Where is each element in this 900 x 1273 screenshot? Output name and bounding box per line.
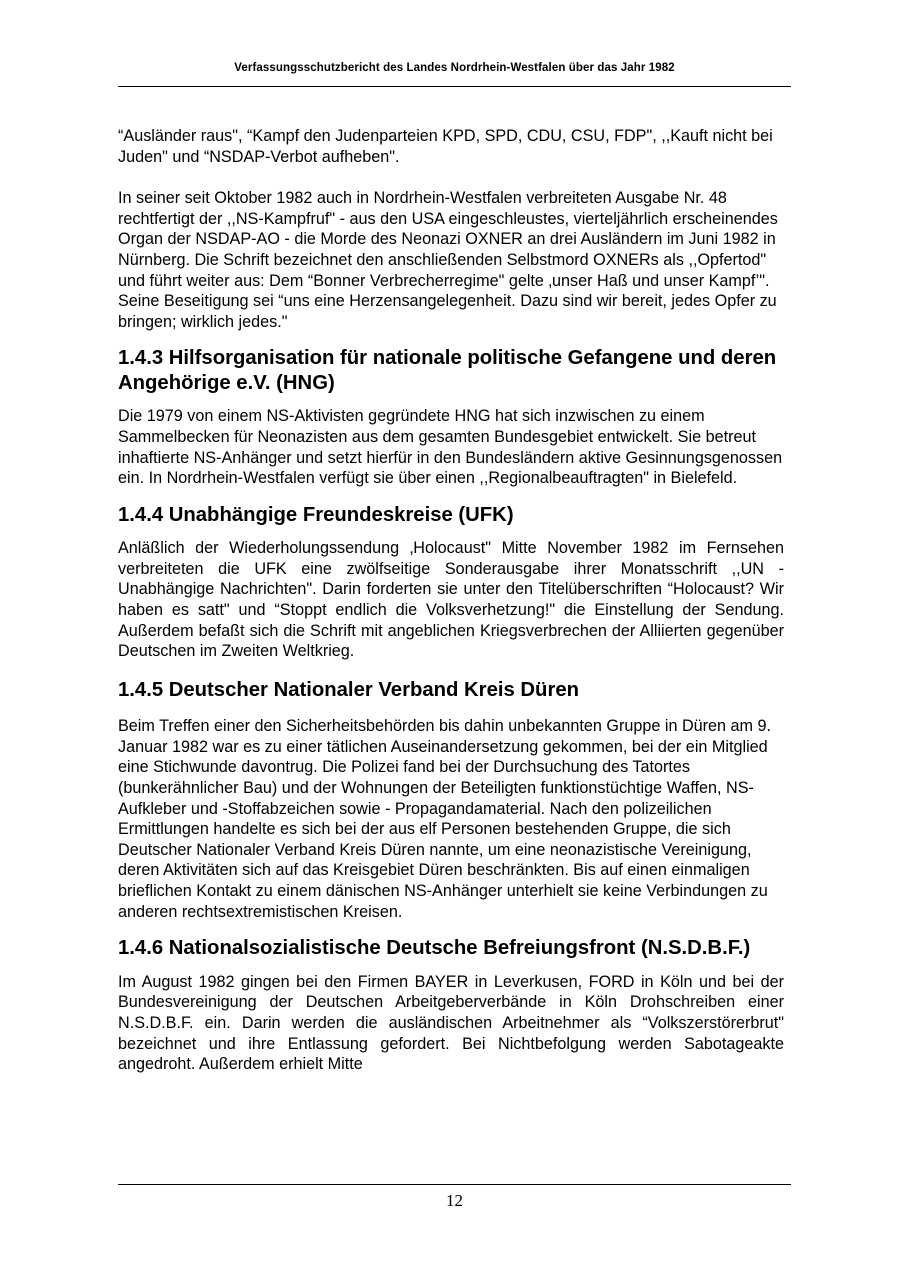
document-body	[118, 126, 784, 1075]
paragraph-dnv-dueren: Beim Treffen einer den Sicherheitsbehörden bis dahin unbekannten Gruppe in Düren am 9. Januar 1982 war es zu einer tätlichen Auseinandersetzung gekommen, bei der ein Mitglied eine Stichwunde davontrug. Die Polizei fand bei der Durchsuchung des Tatortes (bunkerähnlicher Bau) und der Wohnungen der Beteiligten funktionstüchtige Waffen, NS-Aufkleber und -Stoffabzeichen sowie - Propagandamaterial. Nach den polizeilichen Ermittlungen handelte es sich bei der aus elf Personen bestehenden Gruppe, die sich Deutscher Nationaler Verband Kreis Düren nannte, um eine neonazistische Vereinigung, deren Aktivitäten sich auf das Kreisgebiet Düren beschränkten. Bis auf einen einmaligen brieflichen Kontakt zu einem dänischen NS-Anhänger unterhielt sie keine Verbindungen zu anderen rechtsextremistischen Kreisen.	[118, 717, 772, 921]
section-heading-1-4-5: 1.4.5 Deutscher Nationaler Verband Kreis Düren	[118, 678, 580, 701]
section-heading-1-4-3: 1.4.3 Hilfsorganisation für nationale politische Gefangene und deren Angehörige e.V. (HNG)	[118, 347, 777, 394]
paragraph-slogans: “Ausländer raus", “Kampf den Judenparteien KPD, SPD, CDU, CSU, FDP", ,,Kauft nicht bei Juden" und “NSDAP-Verbot aufheben".	[118, 127, 773, 166]
footer-rule	[118, 1184, 791, 1185]
header-rule	[118, 86, 791, 87]
section-heading-1-4-6: 1.4.6 Nationalsozialistische Deutsche Befreiungsfront (N.S.D.B.F.)	[118, 937, 751, 960]
paragraph-ns-kampfruf: In seiner seit Oktober 1982 auch in Nordrhein-Westfalen verbreiteten Ausgabe Nr. 48 rechtfertigt der ,,NS-Kampfruf" - aus den USA eingeschleustes, vierteljährlich erscheinendes Organ der NSDAP-AO - die Morde des Neonazi OXNER an drei Ausländern im Juni 1982 in Nürnberg. Die Schrift bezeichnet den anschließenden Selbstmord OXNERs als ,,Opfertod" und führt weiter aus: Dem “Bonner Verbrecherregime" gelte ‚unser Haß und unser Kampf’". Seine Beseitigung sei “uns eine Herzensangelegenheit. Dazu sind wir bereit, jedes Opfer zu bringen; wirklich jedes."	[118, 189, 778, 331]
paragraph-hng: Die 1979 von einem NS-Aktivisten gegründete HNG hat sich inzwischen zu einem Sammelbecken für Neonazisten aus dem gesamten Bundesgebiet entwickelt. Sie betreut inhaftierte NS-Anhänger und setzt hierfür in den Bundesländern aktive Gesinnungsgenossen ein. In Nordrhein-Westfalen verfügt sie über einen ,,Regionalbeauftragten" in Bielefeld.	[118, 407, 783, 488]
section-heading-1-4-4: 1.4.4 Unabhängige Freundeskreise (UFK)	[118, 503, 514, 526]
page-number: 12	[446, 1191, 463, 1210]
paragraph-ufk: Anläßlich der Wiederholungssendung ‚Holocaust" Mitte November 1982 im Fernsehen verbreiteten die UFK eine zwölfseitige Sonderausgabe ihrer Monatsschrift ,,UN - Unabhängige Nachrichten". Darin forderten sie unter den Titelüberschriften “Holocaust? Wir haben es satt" und “Stoppt endlich die Volksverhetzung!" die Einstellung der Sendung. Außerdem befaßt sich die Schrift mit angeblichen Kriegsverbrechen der Alliierten gegenüber Deutschen im Zweiten Weltkrieg.	[118, 539, 784, 661]
running-header: Verfassungsschutzbericht des Landes Nordrhein-Westfalen über das Jahr 1982	[234, 62, 675, 74]
paragraph-nsdbf: Im August 1982 gingen bei den Firmen BAYER in Leverkusen, FORD in Köln und bei der Bundesvereinigung der Deutschen Arbeitgeberverbände in Köln Drohschreiben einer N.S.D.B.F. ein. Darin werden die ausländischen Arbeitnehmer als “Volkszerstörerbrut" bezeichnet und ihre Entlassung gefordert. Bei Nichtbefolgung werden Sabotageakte angedroht. Außerdem erhielt Mitte	[118, 972, 784, 1074]
